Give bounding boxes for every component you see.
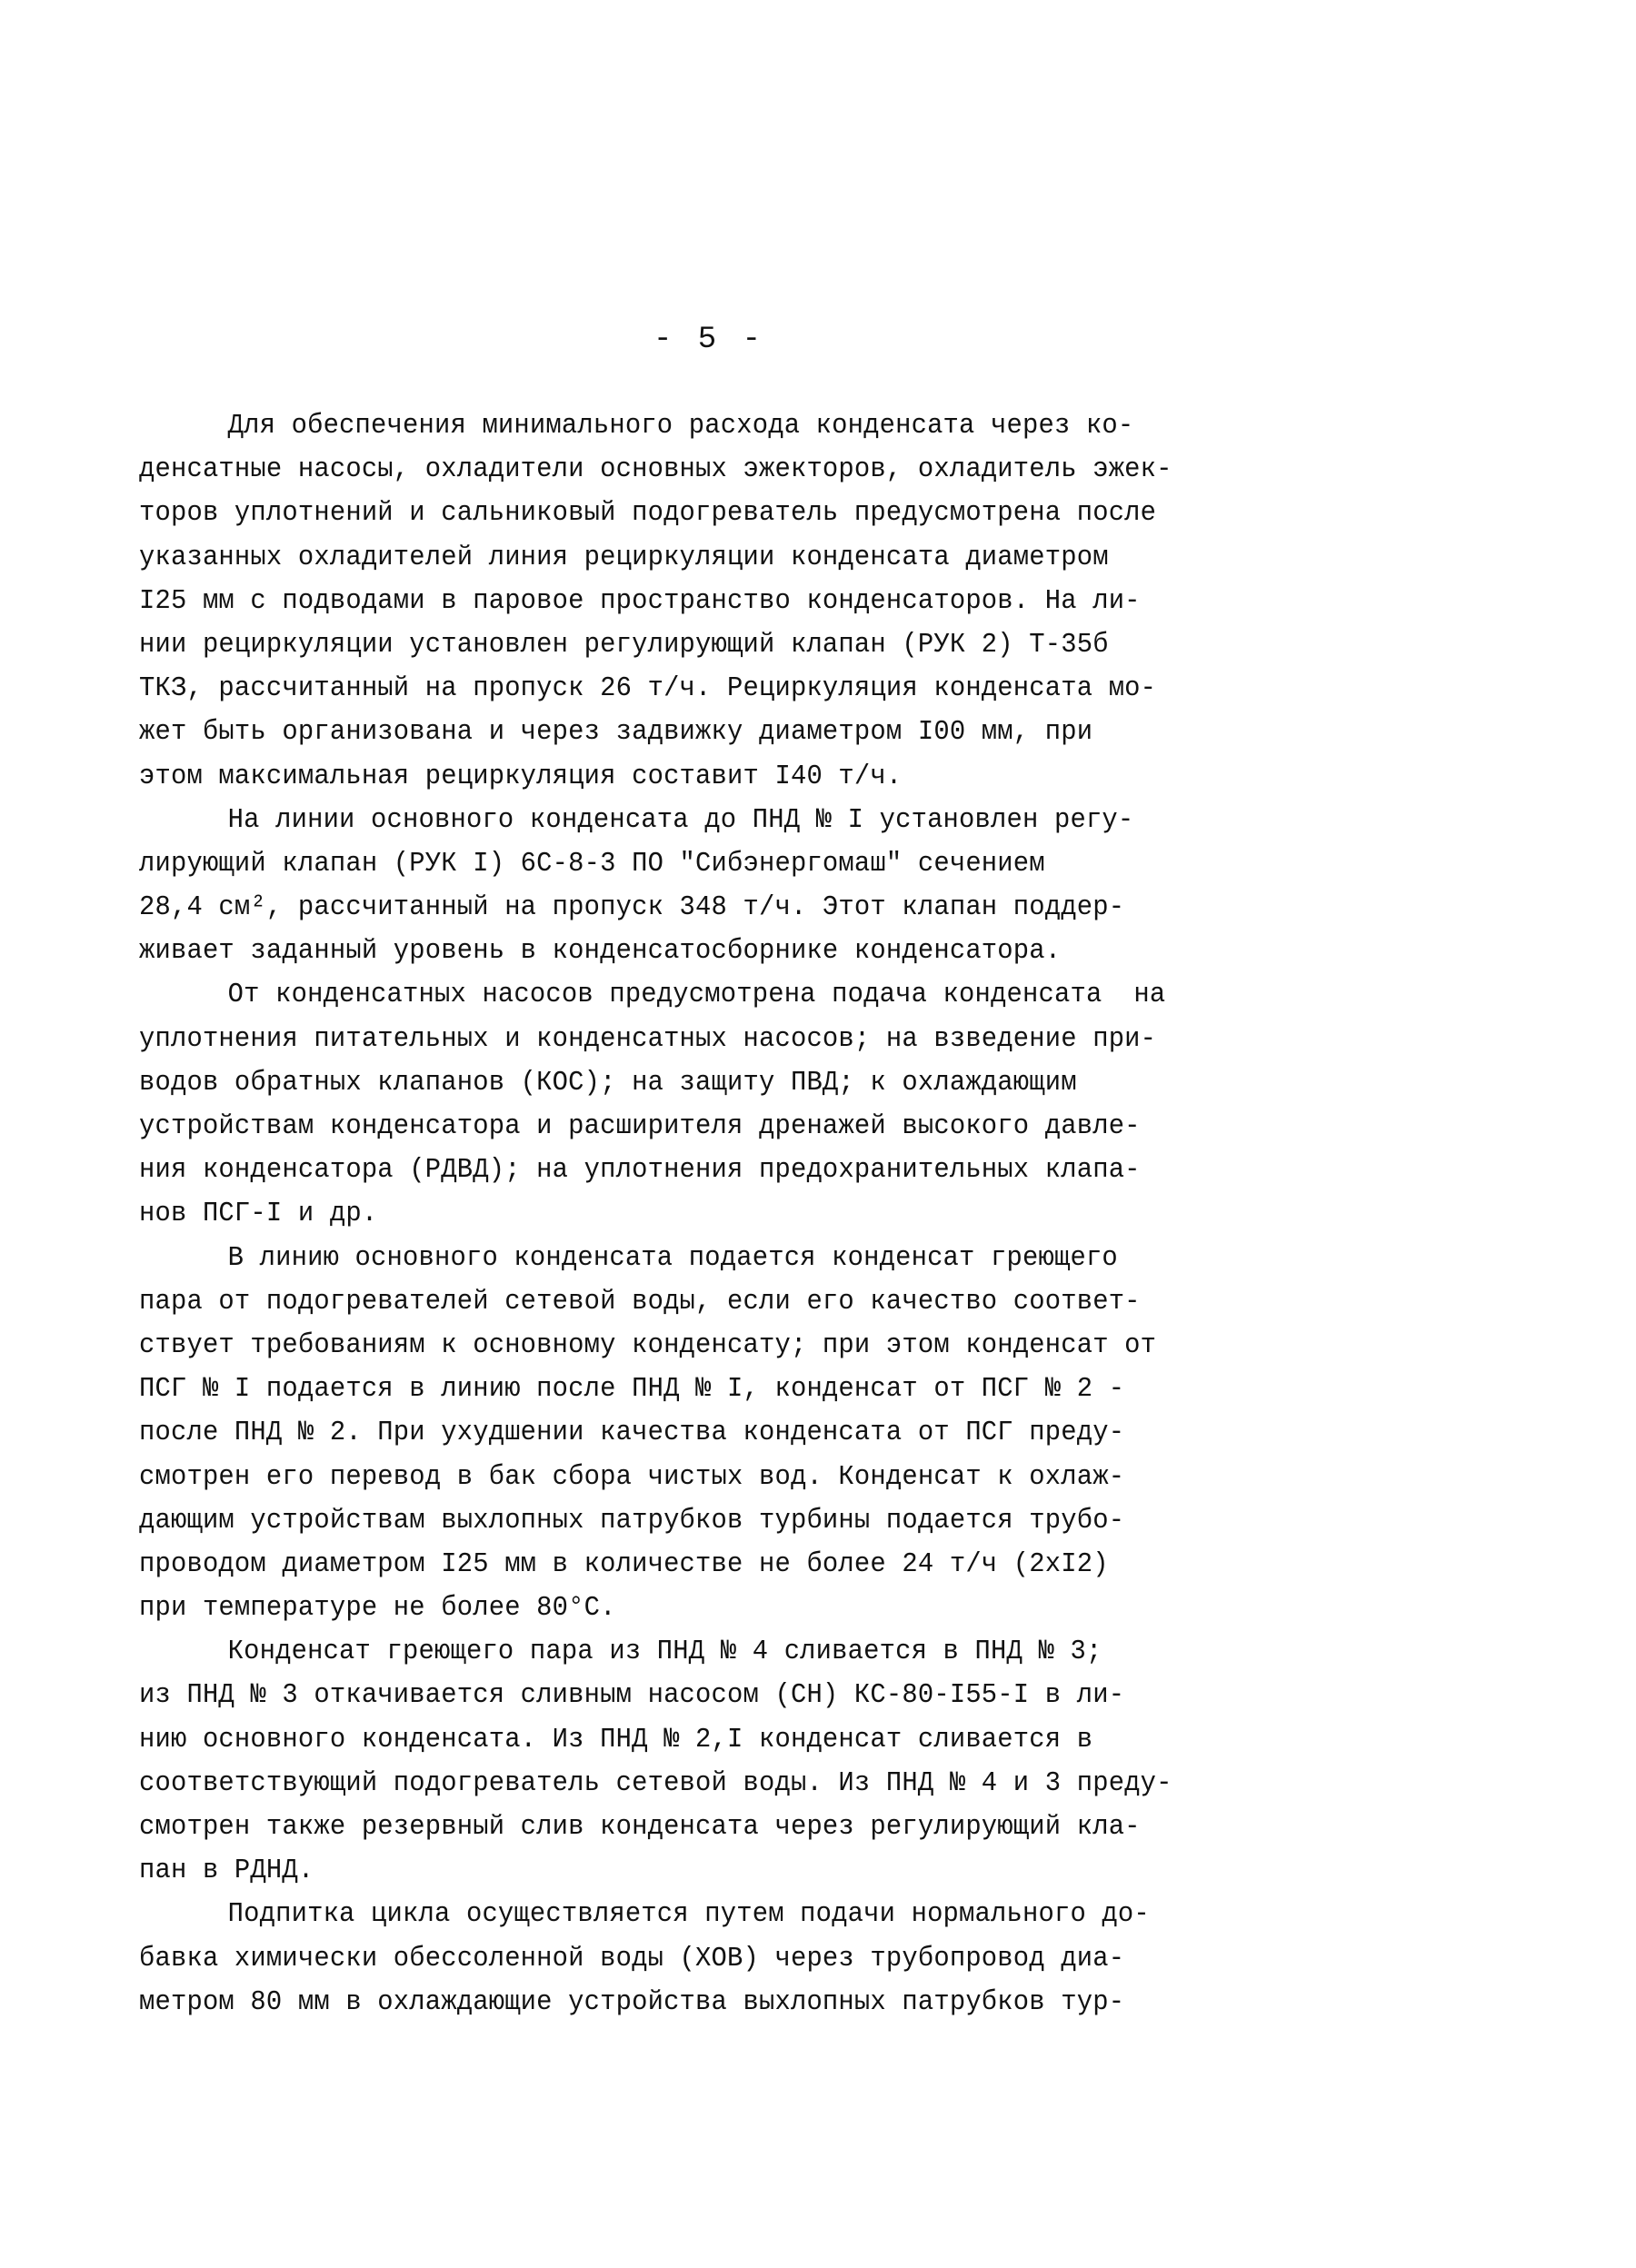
body-text xyxy=(139,404,1357,2024)
text-line: пан в РДНД. xyxy=(139,1855,314,1887)
text-line: торов уплотнений и сальниковый подогреватель предусмотрена после xyxy=(139,497,1157,530)
text-line: смотрен также резервный слив конденсата через регулирующий кла- xyxy=(139,1811,1141,1843)
text-line: ния конденсатора (РДВД); на уплотнения предохранительных клапа- xyxy=(139,1154,1141,1187)
text-line: лирующий клапан (РУК I) 6С-8-3 ПО "Сибэнергомаш" сечением xyxy=(139,847,1045,880)
text-line: I25 мм с подводами в паровое пространство конденсаторов. На ли- xyxy=(139,584,1141,617)
page-number: - 5 - xyxy=(653,323,765,357)
text-line: нов ПСГ-I и др. xyxy=(139,1198,378,1230)
text-line: этом максимальная рециркуляция составит I40 т/ч. xyxy=(139,760,903,792)
text-line: соответствующий подогреватель сетевой воды. Из ПНД № 4 и 3 преду- xyxy=(139,1766,1172,1799)
text-line: смотрен его перевод в бак сбора чистых вод. Конденсат к охлаж- xyxy=(139,1460,1125,1493)
text-line: уплотнения питательных и конденсатных насосов; на взведение при- xyxy=(139,1022,1157,1055)
text-line: жет быть организована и через задвижку диаметром I00 мм, при xyxy=(139,716,1093,749)
text-line: после ПНД № 2. При ухудшении качества конденсата от ПСГ преду- xyxy=(139,1417,1125,1449)
text-line: От конденсатных насосов предусмотрена подача конденсата на xyxy=(227,979,1166,1011)
text-line: дающим устройствам выхлопных патрубков турбины подается трубо- xyxy=(139,1504,1125,1537)
text-line: проводом диаметром I25 мм в количестве не более 24 т/ч (2хI2) xyxy=(139,1547,1109,1580)
text-line: нию основного конденсата. Из ПНД № 2,I конденсат сливается в xyxy=(139,1723,1093,1756)
text-line: указанных охладителей линия рециркуляции конденсата диаметром xyxy=(139,541,1109,573)
text-line: живает заданный уровень в конденсатосборнике конденсатора. xyxy=(139,935,1062,968)
text-line: из ПНД № 3 откачивается сливным насосом (СН) КС-80-I55-I в ли- xyxy=(139,1679,1125,1712)
text-line: Подпитка цикла осуществляется путем подачи нормального до- xyxy=(227,1898,1150,1931)
text-line: устройствам конденсатора и расширителя дренажей высокого давле- xyxy=(139,1110,1141,1142)
text-line: метром 80 мм в охлаждающие устройства выхлопных патрубков тур- xyxy=(139,1985,1125,2018)
text-line: бавка химически обессоленной воды (ХОВ) через трубопровод диа- xyxy=(139,1942,1125,1975)
text-line: ствует требованиям к основному конденсату; при этом конденсат от xyxy=(139,1328,1157,1361)
text-line: при температуре не более 80°С. xyxy=(139,1592,616,1625)
text-line: нии рециркуляции установлен регулирующий клапан (РУК 2) Т-35б xyxy=(139,628,1109,661)
text-line: водов обратных клапанов (КОС); на защиту ПВД; к охлаждающим xyxy=(139,1066,1077,1099)
text-line: денсатные насосы, охладители основных эжекторов, охладитель эжек- xyxy=(139,453,1172,486)
text-line: ПСГ № I подается в линию после ПНД № I, конденсат от ПСГ № 2 - xyxy=(139,1373,1125,1406)
text-line: Для обеспечения минимального расхода конденсата через ко- xyxy=(227,410,1134,442)
text-line: 28,4 см², рассчитанный на пропуск 348 т/ч. Этот клапан поддер- xyxy=(139,891,1125,924)
text-line: ТКЗ, рассчитанный на пропуск 26 т/ч. Рециркуляция конденсата мо- xyxy=(139,672,1157,705)
text-line: Конденсат греющего пара из ПНД № 4 сливается в ПНД № 3; xyxy=(227,1636,1102,1668)
text-line: пара от подогревателей сетевой воды, если его качество соответ- xyxy=(139,1285,1141,1318)
text-line: На линии основного конденсата до ПНД № I установлен регу- xyxy=(227,803,1134,836)
text-line: В линию основного конденсата подается конденсат греющего xyxy=(227,1241,1118,1274)
